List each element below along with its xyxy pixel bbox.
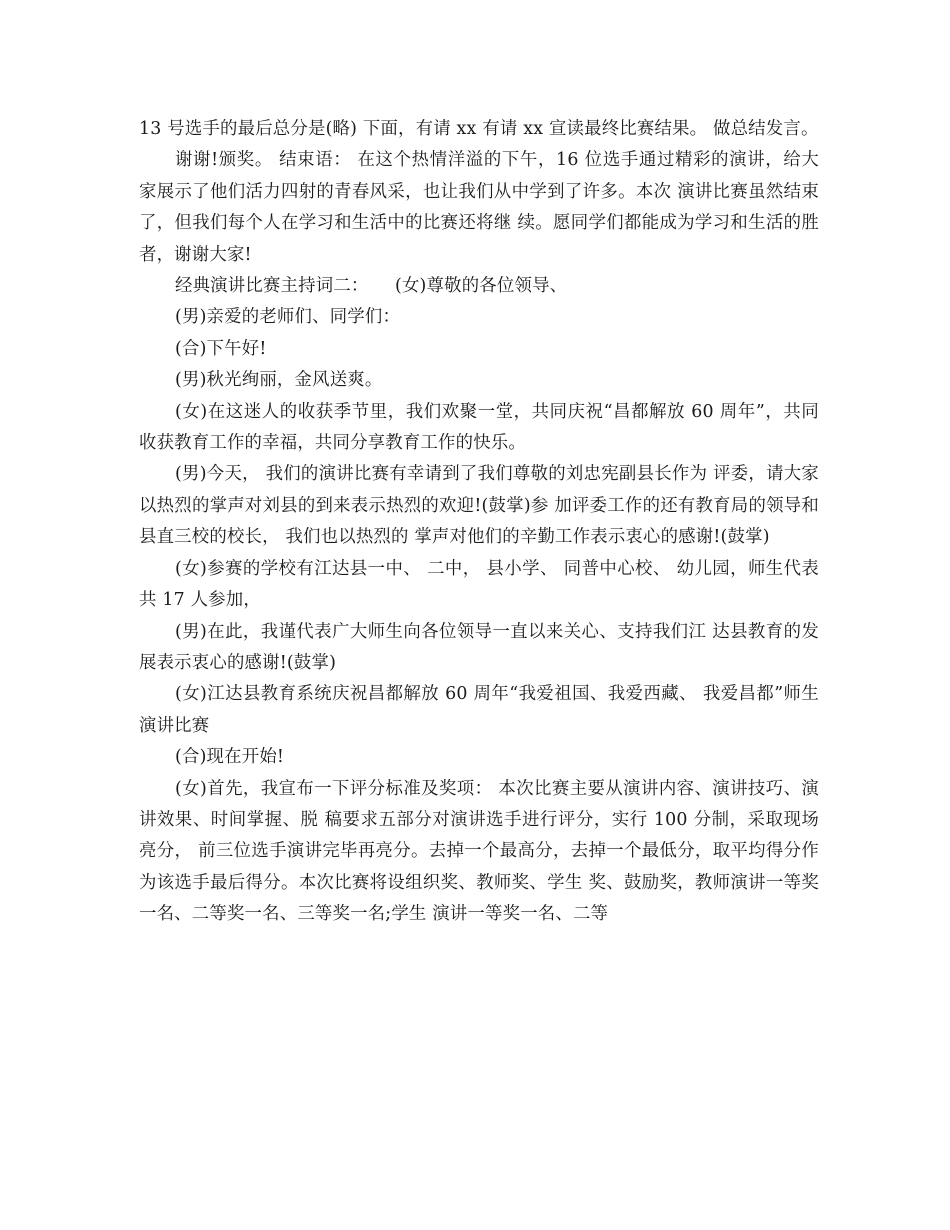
paragraph: (男)秋光绚丽，金风送爽。 — [175, 370, 383, 391]
paragraph: (合)现在开始! — [175, 747, 285, 768]
paragraph: (合)下午好! — [175, 338, 267, 359]
paragraph: 13 号选手的最后总分是(略) 下面，有请 xx 有请 xx 宣读最终比赛结果。 做总结发言。 — [139, 119, 819, 139]
paragraph: 经典演讲比赛主持词二： (女)尊敬的各位领导、 — [175, 276, 568, 297]
paragraph: (女)首先，我宣布一下评分标准及奖项： 本次比赛主要从演讲内容、演讲技巧、演讲效果、时间掌握、脱 稿要求五部分对演讲选手进行评分，实行 100 分制，采取现场亮分， 前三位选手演讲完毕再亮分。去掉一个最高分，去掉一个最低分，取平均得分作为该选手最后得分。本次比赛将设组织奖、教师奖、学生 奖、鼓励奖，教师演讲一等奖一名、二等奖一名、三等奖一名;学生 演讲一等奖一名、二等 — [139, 778, 819, 925]
paragraph: (男)今天， 我们的演讲比赛有幸请到了我们尊敬的刘忠宪副县长作为 评委，请大家以热烈的掌声对刘县的到来表示热烈的欢迎!(鼓掌)参 加评委工作的还有教育局的领导和县直三校的校长， 我们也以热烈的 掌声对他们的辛勤工作表示衷心的感谢!(鼓掌) — [139, 464, 819, 548]
document-body — [139, 114, 819, 931]
paragraph: (男)在此，我谨代表广大师生向各位领导一直以来关心、支持我们江 达县教育的发展表示衷心的感谢!(鼓掌) — [139, 621, 819, 673]
paragraph: (男)亲爱的老师们、同学们： — [175, 307, 401, 328]
paragraph: (女)在这迷人的收获季节里，我们欢聚一堂，共同庆祝“昌都解放 60 周年”，共同收获教育工作的幸福，共同分享教育工作的快乐。 — [139, 401, 819, 454]
paragraph: (女)参赛的学校有江达县一中、 二中， 县小学、 同普中心校、 幼儿园，师生代表共 17 人参加， — [139, 558, 819, 611]
paragraph: 谢谢!颁奖。 结束语： 在这个热情洋溢的下午，16 位选手通过精彩的演讲，给大 家展示了他们活力四射的青春风采，也让我们从中学到了许多。本次 演讲比赛虽然结束了，但我们每个人在学习和生活中的比赛还将继 续。愿同学们都能成为学习和生活的胜者，谢谢大家! — [139, 150, 819, 265]
paragraph: (女)江达县教育系统庆祝昌都解放 60 周年“我爱祖国、我爱西藏、 我爱昌都”师生演讲比赛 — [139, 684, 819, 736]
